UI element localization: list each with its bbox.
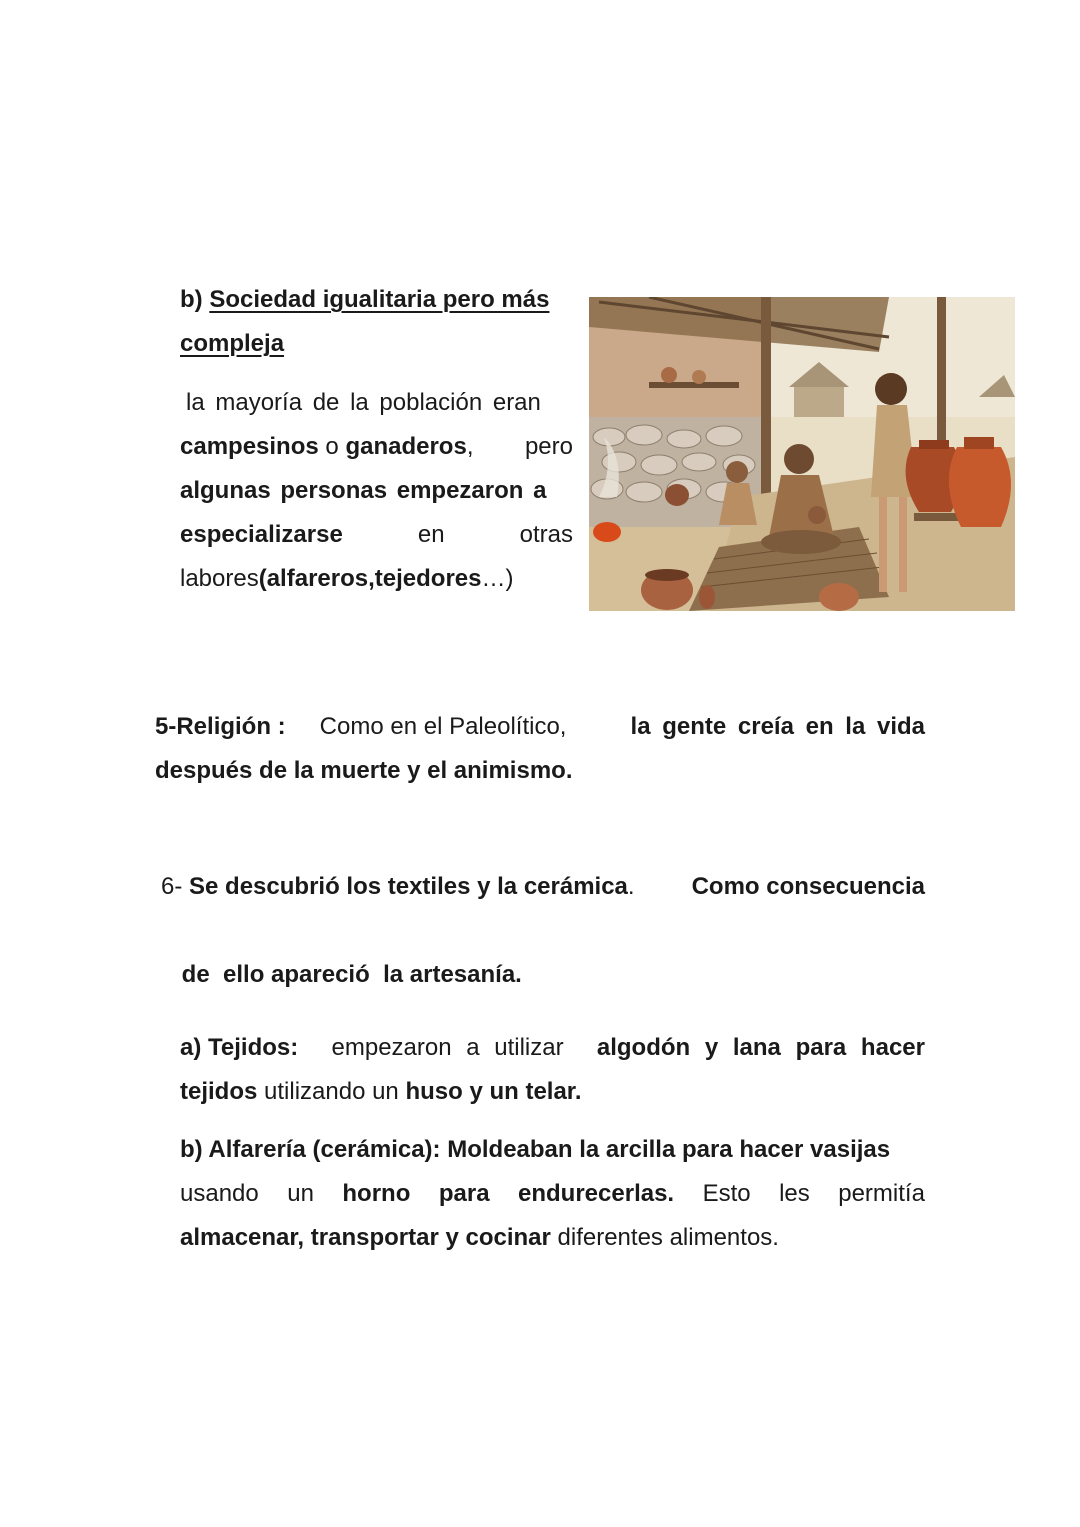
social-heading-line2: compleja	[180, 330, 285, 357]
social-heading: b) Sociedad igualitaria pero más	[180, 286, 550, 313]
religion-line: 5-Religión : Como en el Paleolítico, la gente creía en la vida	[155, 713, 925, 740]
religion-line: después de la muerte y el animismo.	[155, 757, 573, 784]
social-paragraph-line: labores(alfareros,tejedores…)	[180, 565, 514, 592]
social-paragraph-line: especializarse en otras	[180, 521, 573, 548]
crafts-line: de ello apareció la artesanía.	[181, 961, 522, 988]
social-paragraph-line: campesinos o ganaderos, pero	[180, 433, 573, 460]
pottery-line: almacenar, transportar y cocinar diferentes alimentos.	[180, 1224, 779, 1251]
textiles-line: tejidos utilizando un huso y un telar.	[180, 1078, 582, 1105]
religion-section	[155, 705, 925, 793]
pottery-line: usando un horno para endurecerlas. Esto les permitía	[180, 1180, 925, 1207]
pottery-workshop-icon	[589, 297, 1015, 611]
pottery-line: b) Alfarería (cerámica): Moldeaban la arcilla para hacer vasijas	[180, 1136, 891, 1163]
textiles-item	[180, 1026, 925, 1114]
crafts-section	[155, 865, 925, 1041]
crafts-line: 6- Se descubrió los textiles y la cerámica. Como consecuencia	[161, 873, 925, 900]
pottery-workshop-illustration	[589, 297, 1015, 611]
social-paragraph-line: la mayoría de la población eran	[186, 389, 541, 416]
pottery-item	[180, 1128, 925, 1260]
textiles-line: a) Tejidos: empezaron a utilizar algodón y lana para hacer	[180, 1034, 925, 1061]
social-paragraph-line: algunas personas empezaron a	[180, 477, 547, 504]
social-section	[180, 278, 573, 601]
